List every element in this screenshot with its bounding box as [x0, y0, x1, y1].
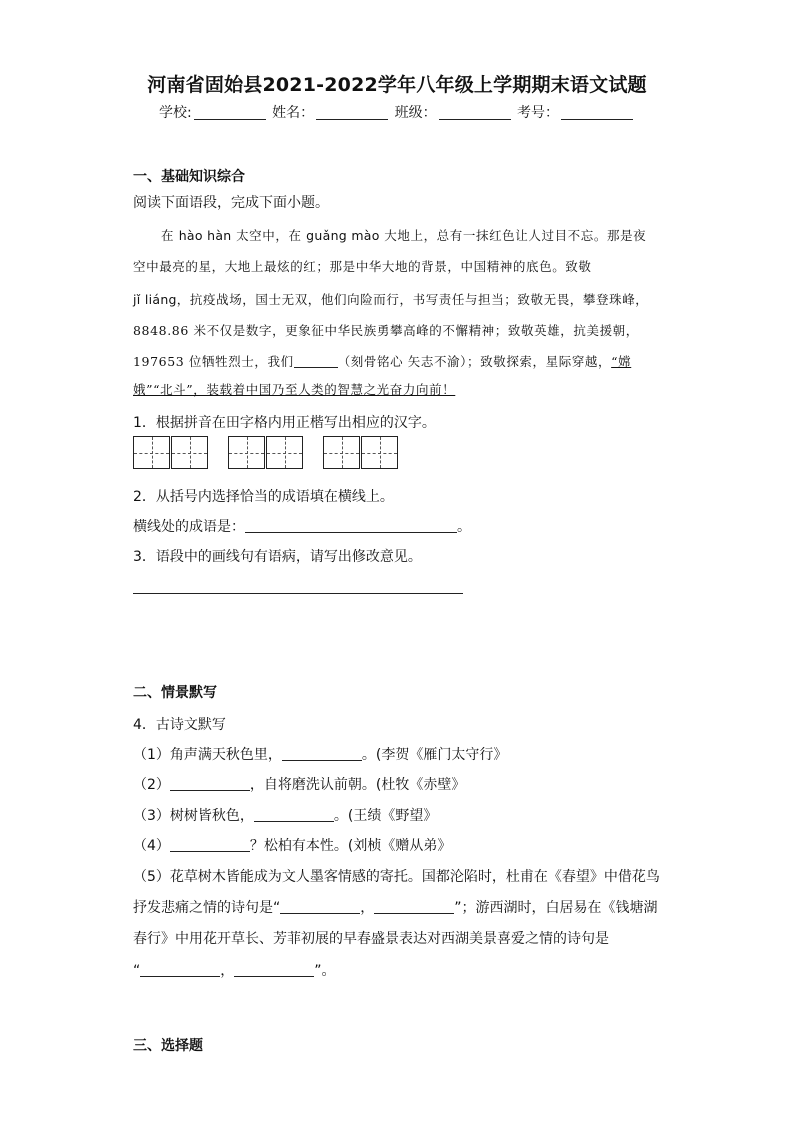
exam-no-blank	[561, 105, 633, 120]
poem-blank[interactable]	[234, 963, 314, 977]
writing-grid-cell[interactable]	[171, 436, 208, 469]
poem-item-3: （3）树树皆秋色， 。(王绩《野望》	[133, 808, 438, 824]
poem-blank[interactable]	[140, 963, 220, 977]
poem-item-5-line-1: （5）花草树木皆能成为文人墨客情感的寄托。国都沦陷时，杜甫在《春望》中借花鸟	[133, 869, 660, 885]
name-label: 姓名：	[272, 105, 315, 121]
poem-item-5-line-3: 春行》中用花开草长、芳菲初展的早春盛景表达对西湖美景喜爱之情的诗句是	[133, 931, 609, 947]
question-2-answer: 横线处的成语是： 。	[133, 519, 471, 535]
poem-item-2: （2） ，自将磨洗认前朝。(杜牧《赤壁》	[133, 777, 466, 793]
school-label: 学校:	[158, 105, 192, 121]
poem-item-5-line-4: “ ， ”。	[133, 963, 336, 979]
writing-grid-cell[interactable]	[133, 436, 170, 469]
passage-line-3: jǐ liáng，抗疫战场，国士无双，他们向险而行，书写责任与担当；致敬无畏，攀登珠峰，	[133, 292, 649, 307]
question-2: 2．从括号内选择恰当的成语填在横线上。	[133, 489, 394, 505]
question-1: 1．根据拼音在田字格内用正楷写出相应的汉字。	[133, 415, 436, 431]
student-info-line	[0, 102, 794, 122]
section2-heading: 二、情景默写	[133, 685, 217, 701]
poem-blank[interactable]	[282, 747, 362, 761]
question-3: 3．语段中的画线句有语病，请写出修改意见。	[133, 549, 422, 565]
passage-line-4: 8848.86 米不仅是数字，更象征中华民族勇攀高峰的不懈精神；致敬英雄，抗美援朝，	[133, 323, 639, 338]
school-blank	[194, 105, 266, 120]
poem-blank[interactable]	[254, 808, 334, 822]
poem-item-5-line-2: 抒发悲痛之情的诗句是“ ， ”；游西湖时，白居易在《钱塘湖	[133, 900, 658, 916]
poem-blank[interactable]	[374, 900, 454, 914]
section1-heading: 一、基础知识综合	[133, 169, 245, 185]
idiom-blank	[294, 354, 338, 368]
idiom-answer-blank[interactable]	[245, 519, 457, 533]
section1-intro: 阅读下面语段，完成下面小题。	[133, 195, 329, 211]
passage-line-6-underlined: 娥”“北斗”，装载着中国乃至人类的智慧之光奋力向前！	[133, 382, 456, 397]
pinyin-haohan: hào hàn	[178, 228, 232, 243]
name-blank	[316, 105, 388, 120]
poem-blank[interactable]	[170, 777, 250, 791]
question-4: 4．古诗文默写	[133, 717, 226, 733]
writing-grid-cell[interactable]	[228, 436, 265, 469]
answer-line[interactable]	[133, 593, 463, 594]
pinyin-jiliang: jǐ liáng	[133, 292, 177, 307]
passage-line-1: 在 hào hàn 太空中，在 guǎng mào 大地上，总有一抹红色让人过目不忘。那是夜	[161, 228, 647, 243]
class-label: 班级：	[394, 105, 437, 121]
poem-blank[interactable]	[170, 838, 250, 852]
writing-grid-cell[interactable]	[361, 436, 398, 469]
writing-grid-cell[interactable]	[323, 436, 360, 469]
pinyin-guangmao: guǎng mào	[306, 228, 380, 243]
poem-item-1: （1）角声满天秋色里， 。(李贺《雁门太守行》	[133, 747, 508, 763]
passage-line-2: 空中最亮的星，大地上最炫的红；那是中华大地的背景，中国精神的底色。致敬	[133, 259, 592, 274]
writing-grid-cell[interactable]	[266, 436, 303, 469]
page-title: 河南省固始县2021-2022学年八年级上学期期末语文试题	[147, 74, 647, 96]
exam-no-label: 考号：	[517, 105, 560, 121]
underlined-sentence-start: “嫦	[611, 354, 632, 369]
section3-heading: 三、选择题	[133, 1038, 203, 1054]
poem-item-4: （4） ？松柏有本性。(刘桢《赠从弟》	[133, 838, 452, 854]
poem-blank[interactable]	[280, 900, 360, 914]
passage-line-5: 197653 位牺牲烈士，我们 （刻骨铭心 矢志不渝）；致敬探索，星际穿越，“嫦	[133, 354, 632, 369]
class-blank	[439, 105, 511, 120]
